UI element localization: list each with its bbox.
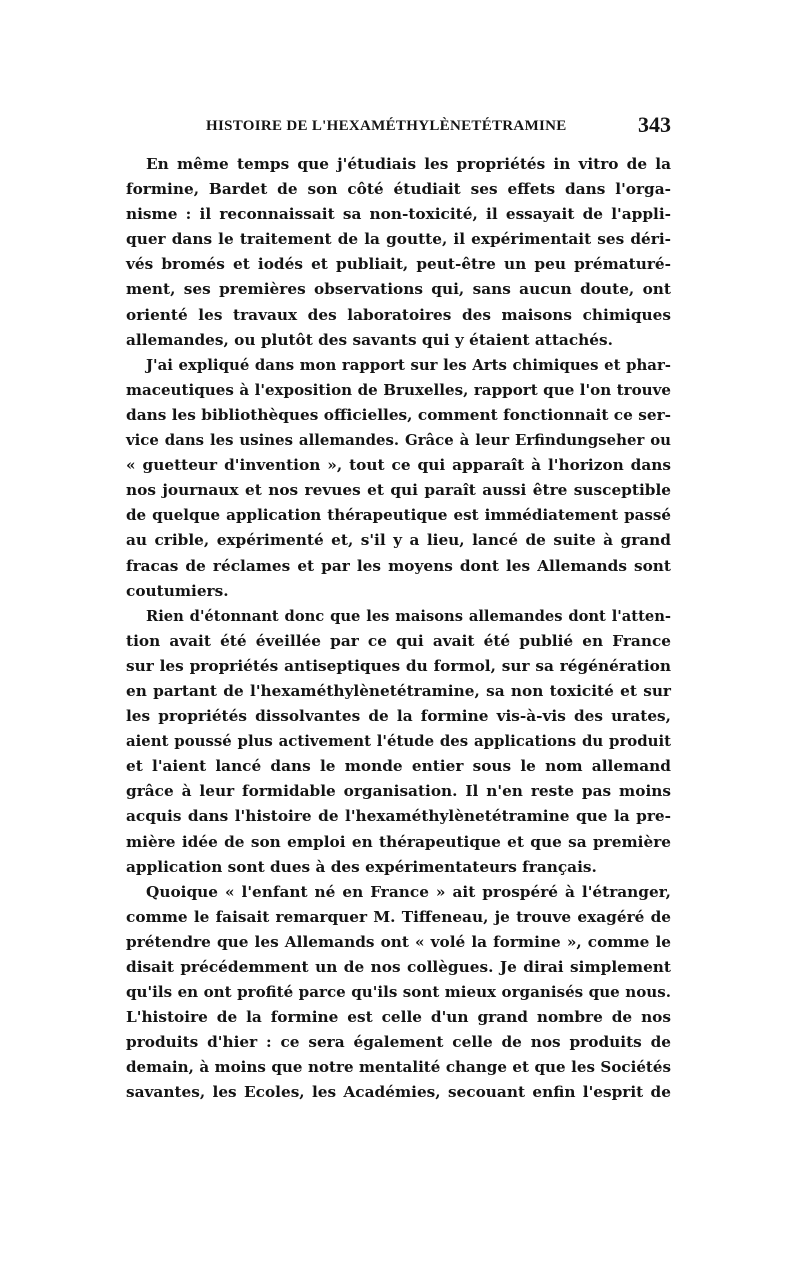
text-line: coutumiers. (126, 581, 229, 600)
text-line: de quelque application thérapeutique est immédiatement passé (126, 506, 671, 525)
text-line: en partant de l'hexaméthylènetétramine, sa non toxicité et sur (126, 681, 671, 700)
text-line: J'ai expliqué dans mon rapport sur les Arts chimiques et phar- (146, 355, 671, 374)
text-line: et l'aient lancé dans le monde entier sous le nom allemand (126, 757, 671, 776)
text-line: prétendre que les Allemands ont « volé la formine », comme le (126, 932, 671, 951)
text-line: nos journaux et nos revues et qui paraît aussi être susceptible (126, 481, 671, 500)
text-line: ment, ses premières observations qui, sans aucun doute, ont (126, 280, 671, 299)
text-line: produits d'hier : ce sera également celle de nos produits de (126, 1033, 671, 1052)
text-line: nisme : il reconnaissait sa non-toxicité, il essayait de l'appli- (126, 205, 671, 224)
text-line: En même temps que j'étudiais les propriétés in vitro de la (146, 155, 671, 173)
text-line: aient poussé plus activement l'étude des applications du produit (126, 732, 671, 751)
text-line: comme le faisait remarquer M. Tiffeneau, je trouve exagéré de (126, 907, 671, 926)
text-line: savantes, les Ecoles, les Académies, secouant enfin l'esprit de (126, 1083, 671, 1102)
text-line: acquis dans l'histoire de l'hexaméthylènetétramine que la pre- (126, 807, 671, 826)
running-title: HISTOIRE DE L'HEXAMÉTHYLÈNETÉTRAMINE (206, 118, 567, 134)
text-line: maceutiques à l'exposition de Bruxelles, rapport que l'on trouve (126, 380, 671, 399)
text-line: application sont dues à des expérimentateurs français. (126, 857, 597, 876)
text-line: disait précédemment un de nos collègues. Je dirai simplement (126, 958, 671, 976)
text-line: formine, Bardet de son côté étudiait ses effets dans l'orga- (126, 180, 671, 199)
text-line: sur les propriétés antiseptiques du formol, sur sa régénération (126, 656, 671, 675)
text-line: quer dans le traitement de la goutte, il expérimentait ses déri- (126, 230, 671, 249)
page-number: 343 (638, 112, 671, 137)
text-line: « guetteur d'invention », tout ce qui apparaît à l'horizon dans (126, 456, 671, 475)
text-line: tion avait été éveillée par ce qui avait été publié en France (126, 631, 671, 650)
text-line: allemandes, ou plutôt des savants qui y étaient attachés. (126, 330, 613, 349)
text-line: les propriétés dissolvantes de la formine vis-à-vis des urates, (126, 707, 671, 726)
text-line: Rien d'étonnant donc que les maisons allemandes dont l'atten- (146, 607, 671, 625)
text-line: L'histoire de la formine est celle d'un grand nombre de nos (126, 1008, 671, 1027)
text-line: au crible, expérimenté et, s'il y a lieu, lancé de suite à grand (126, 531, 671, 550)
running-header (126, 112, 671, 144)
body-text (126, 152, 671, 1106)
text-line: Quoique « l'enfant né en France » ait prospéré à l'étranger, (146, 882, 671, 901)
text-line: qu'ils en ont profité parce qu'ils sont mieux organisés que nous. (126, 983, 671, 1002)
text-line: vice dans les usines allemandes. Grâce à leur Erfindungseher ou (126, 431, 671, 450)
text-line: mière idée de son emploi en thérapeutique et que sa première (126, 832, 671, 851)
text-line: vés bromés et iodés et publiait, peut-être un peu prématuré- (126, 255, 671, 274)
text-line: demain, à moins que notre mentalité change et que les Sociétés (126, 1058, 671, 1077)
text-line: fracas de réclames et par les moyens dont les Allemands sont (126, 556, 671, 575)
text-line: orienté les travaux des laboratoires des maisons chimiques (126, 305, 671, 324)
text-line: grâce à leur formidable organisation. Il n'en reste pas moins (126, 782, 671, 801)
text-line: dans les bibliothèques officielles, comment fonctionnait ce ser- (126, 405, 671, 424)
